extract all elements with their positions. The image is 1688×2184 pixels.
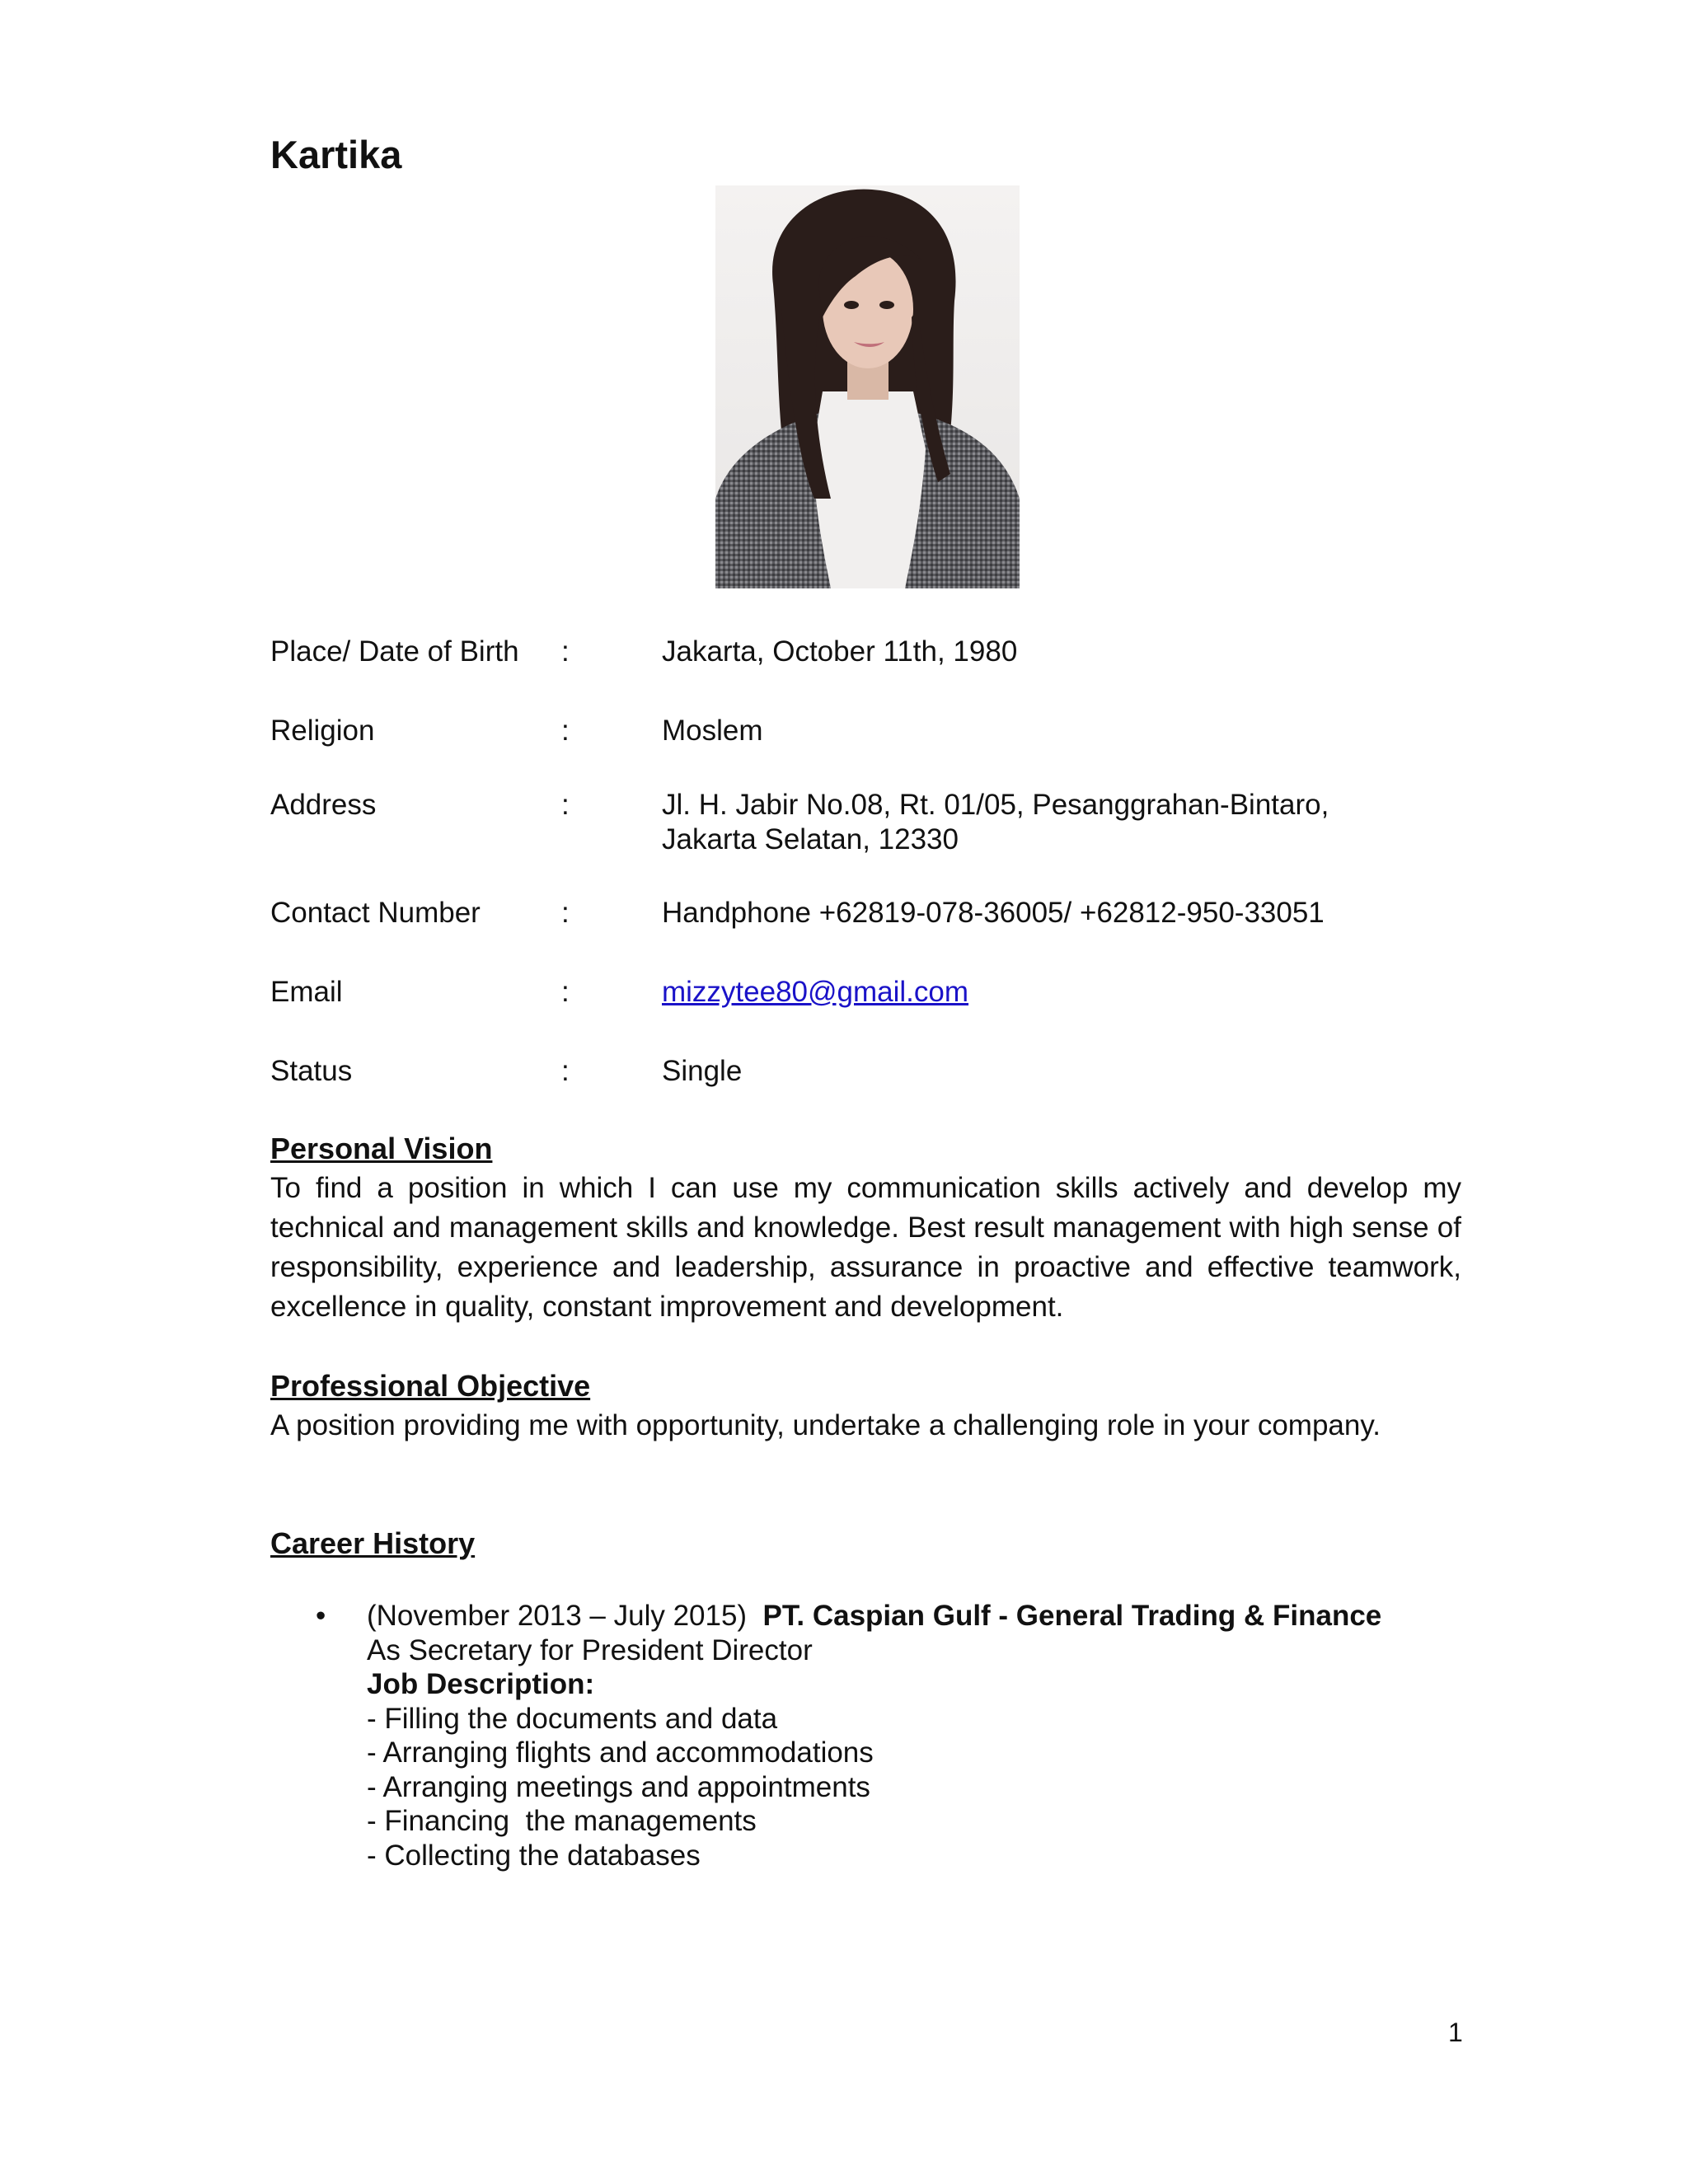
info-colon: : — [561, 789, 570, 821]
career-role: As Secretary for President Director — [367, 1633, 813, 1666]
info-colon: : — [561, 715, 570, 747]
info-value: Jl. H. Jabir No.08, Rt. 01/05, Pesanggrahan-Bintaro, — [662, 789, 1329, 821]
job-duty: - Arranging flights and accommodations — [367, 1736, 874, 1769]
personal-vision-heading: Personal Vision — [270, 1132, 493, 1165]
info-label: Religion — [270, 715, 375, 747]
page-number: 1 — [1448, 2018, 1463, 2047]
profile-photo — [715, 185, 1020, 588]
info-value — [662, 975, 968, 1010]
info-colon: : — [561, 976, 570, 1008]
bullet-icon: • — [316, 1600, 326, 1632]
info-value: Moslem — [662, 715, 763, 747]
info-label: Email — [270, 976, 343, 1008]
profile-photo-image — [715, 185, 1020, 588]
info-value-line2: Jakarta Selatan, 12330 — [662, 823, 959, 855]
info-label: Address — [270, 789, 377, 821]
job-duty: - Arranging meetings and appointments — [367, 1770, 870, 1803]
info-colon: : — [561, 897, 570, 929]
info-value: Jakarta, October 11th, 1980 — [662, 635, 1018, 668]
info-colon: : — [561, 635, 570, 668]
job-description-label: Job Description: — [367, 1668, 595, 1700]
info-label: Contact Number — [270, 897, 481, 929]
info-label: Place/ Date of Birth — [270, 635, 519, 668]
info-colon: : — [561, 1055, 570, 1087]
candidate-name: Kartika — [270, 133, 402, 176]
career-history-heading: Career History — [270, 1526, 476, 1560]
email-link[interactable]: mizzytee80@gmail.com — [662, 976, 969, 1008]
career-period: (November 2013 – July 2015) — [367, 1600, 748, 1632]
professional-objective-text: A position providing me with opportunity, undertake a challenging role in your company. — [270, 1409, 1381, 1441]
info-label: Status — [270, 1055, 353, 1087]
career-company: PT. Caspian Gulf - General Trading & Finance — [762, 1600, 1382, 1632]
career-item-body — [367, 1599, 1521, 1872]
job-duty: - Financing the managements — [367, 1805, 757, 1837]
job-duty: - Filling the documents and data — [367, 1702, 778, 1735]
professional-objective-heading: Professional Objective — [270, 1369, 591, 1403]
info-value: Handphone +62819-078-36005/ +62812-950-33051 — [662, 897, 1325, 929]
career-period-line — [367, 1599, 1521, 1633]
personal-vision-text: To find a position in which I can use my communication skills actively and develop my technical and management skills and knowledge. Best result management with high sense of responsibility, experience and leadership, assurance in proactive and effective teamwork, excellence in quality, constant improvement and development. — [270, 1172, 1461, 1323]
job-duty: - Collecting the databases — [367, 1839, 701, 1872]
info-value: Single — [662, 1055, 743, 1087]
